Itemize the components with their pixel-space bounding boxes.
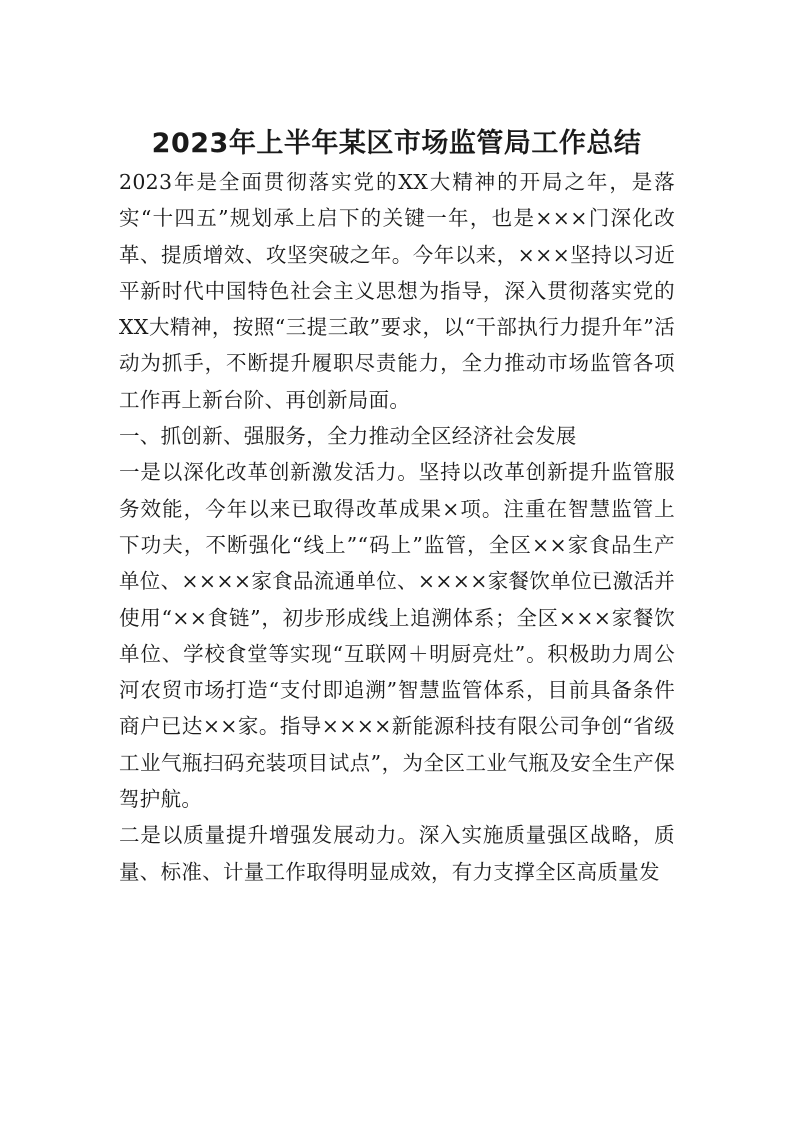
- paragraph-reform: 一是以深化改革创新激发活力。坚持以改革创新提升监管服务效能，今年以来已取得改革成果×项。注重在智慧监管上下功夫，不断强化“线上”“码上”监管，全区××家食品生产单位、××××家食品流通单位、××××家餐饮单位已激活并使用“××食链”，初步形成线上追溯体系；全区×××家餐饮单位、学校食堂等实现“互联网＋明厨亮灶”。积极助力周公河农贸市场打造“支付即追溯”智慧监管体系，目前具备条件商户已达××家。指导××××新能源科技有限公司争创“省级工业气瓶扫码充装项目试点”，为全区工业气瓶及安全生产保驾护航。: [119, 460, 675, 812]
- paragraph-intro: 2023年是全面贯彻落实党的XX大精神的开局之年，是落实“十四五”规划承上启下的关键一年，也是×××门深化改革、提质增效、攻坚突破之年。今年以来，×××坚持以习近平新时代中国特色社会主义思想为指导，深入贯彻落实党的XX大精神，按照“三提三敢”要求，以“干部执行力提升年”活动为抓手，不断提升履职尽责能力，全力推动市场监管各项工作再上新台阶、再创新局面。: [119, 170, 675, 412]
- paragraph-quality: 二是以质量提升增强发展动力。深入实施质量强区战略，质量、标准、计量工作取得明显成效，有力支撑全区高质量发: [119, 823, 675, 884]
- document-title: 2023年上半年某区市场监管局工作总结: [151, 128, 642, 159]
- section-heading-1: 一、抓创新、强服务，全力推动全区经济社会发展: [119, 424, 577, 449]
- document-body: [119, 164, 675, 890]
